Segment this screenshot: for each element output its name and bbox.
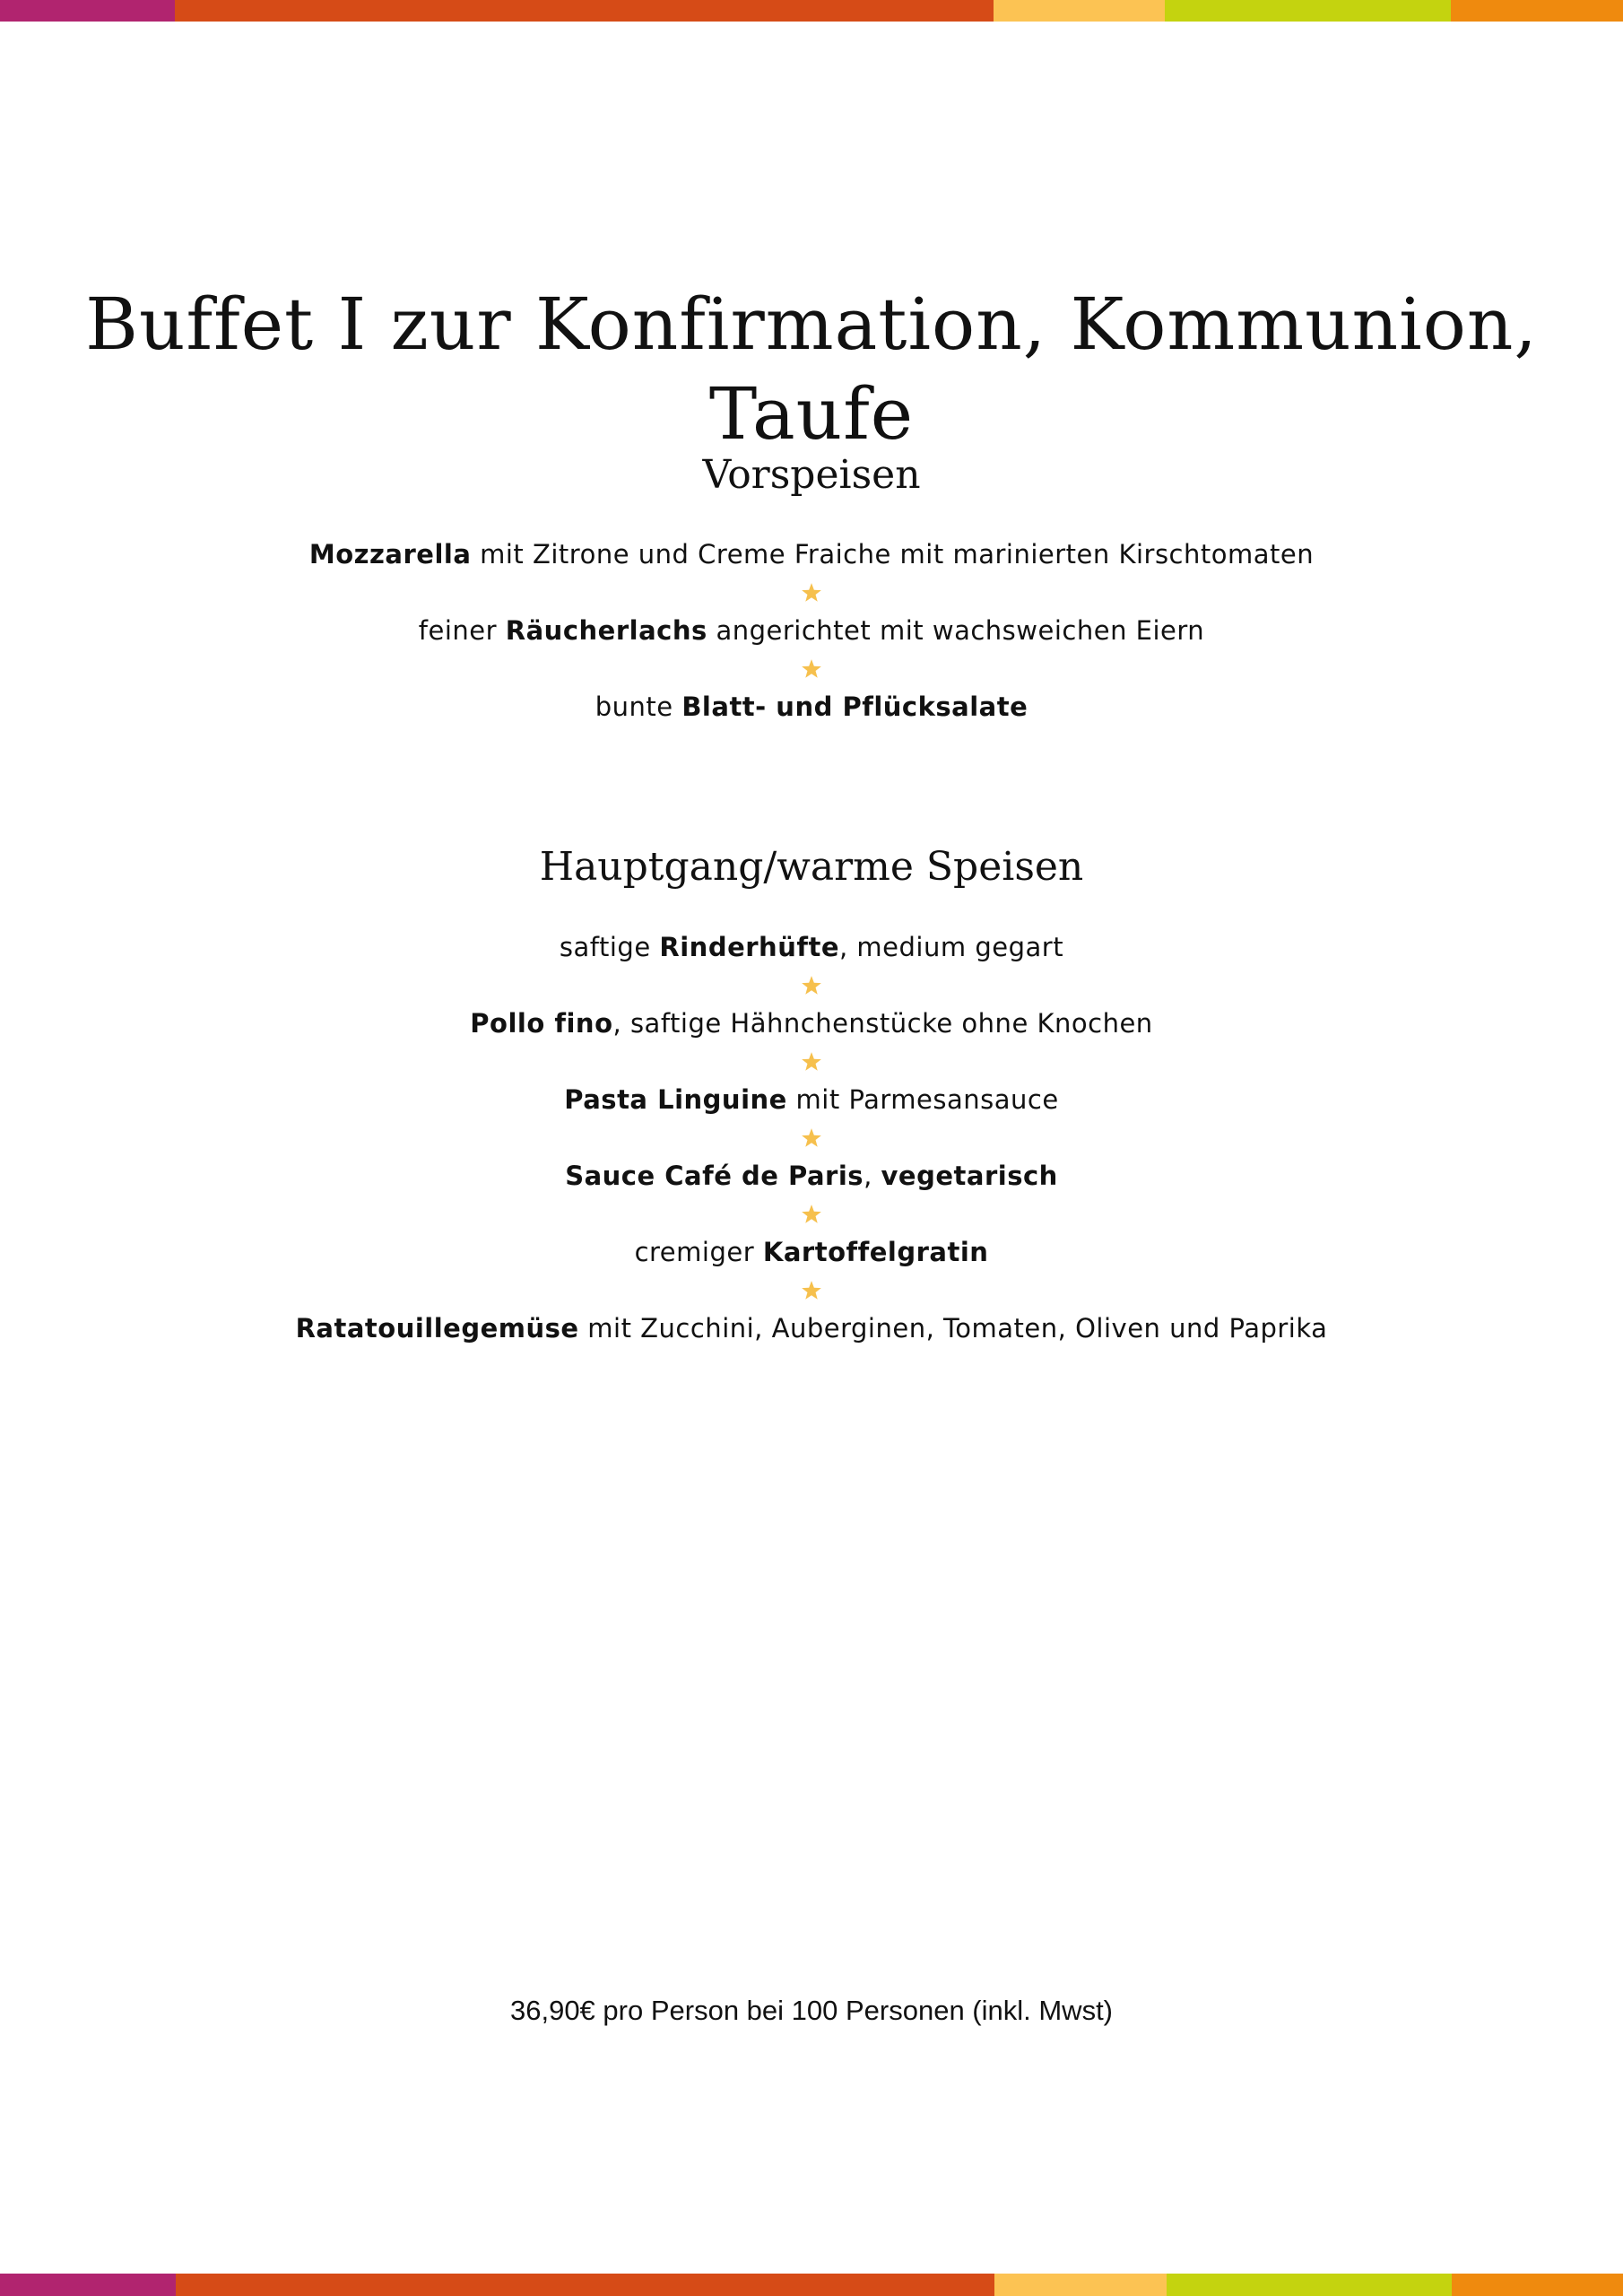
menu-item: Pollo fino, saftige Hähnchenstücke ohne Knochen	[470, 1008, 1153, 1039]
page-title: Buffet I zur Konfirmation, Kommunion, Taufe	[85, 283, 1538, 456]
section-heading-hauptgang: Hauptgang/warme Speisen	[539, 844, 1084, 890]
top-color-stripe	[0, 0, 1623, 22]
menu-item: Ratatouillegemüse mit Zucchini, Auberginen, Tomaten, Oliven und Paprika	[295, 1313, 1328, 1344]
stripe-segment-lime	[1165, 0, 1451, 22]
stripe-segment-orange-red	[175, 0, 994, 22]
stripe-segment-orange	[1451, 0, 1623, 22]
stripe-segment-orange	[1452, 2274, 1623, 2296]
star-icon	[0, 573, 1623, 612]
star-icon	[0, 1042, 1623, 1081]
stripe-segment-yellow	[994, 0, 1165, 22]
menu-item: Mozzarella mit Zitrone und Creme Fraiche mit marinierten Kirschtomaten	[308, 539, 1315, 570]
stripe-segment-lime	[1167, 2274, 1452, 2296]
star-icon	[0, 649, 1623, 688]
star-icon	[0, 1271, 1623, 1309]
star-icon	[0, 1195, 1623, 1233]
menu-item: feiner Räucherlachs angerichtet mit wachsweichen Eiern	[418, 615, 1205, 646]
menu-item: Sauce Café de Paris, vegetarisch	[565, 1161, 1058, 1191]
stripe-segment-yellow	[994, 2274, 1167, 2296]
hauptgang-list	[0, 928, 1623, 1347]
price-note: 36,90€ pro Person bei 100 Personen (inkl. Mwst)	[509, 1995, 1114, 2026]
menu-item: bunte Blatt- und Pflücksalate	[595, 691, 1028, 722]
stripe-segment-magenta	[0, 0, 175, 22]
section-heading-vorspeisen: Vorspeisen	[702, 452, 921, 498]
bottom-color-stripe	[0, 2274, 1623, 2296]
menu-item: saftige Rinderhüfte, medium gegart	[559, 932, 1064, 962]
vorspeisen-list	[0, 535, 1623, 726]
menu-item: cremiger Kartoffelgratin	[634, 1237, 989, 1267]
star-icon	[0, 966, 1623, 1004]
stripe-segment-orange-red	[176, 2274, 994, 2296]
star-icon	[0, 1118, 1623, 1157]
stripe-segment-magenta	[0, 2274, 176, 2296]
menu-item: Pasta Linguine mit Parmesansauce	[564, 1084, 1059, 1115]
